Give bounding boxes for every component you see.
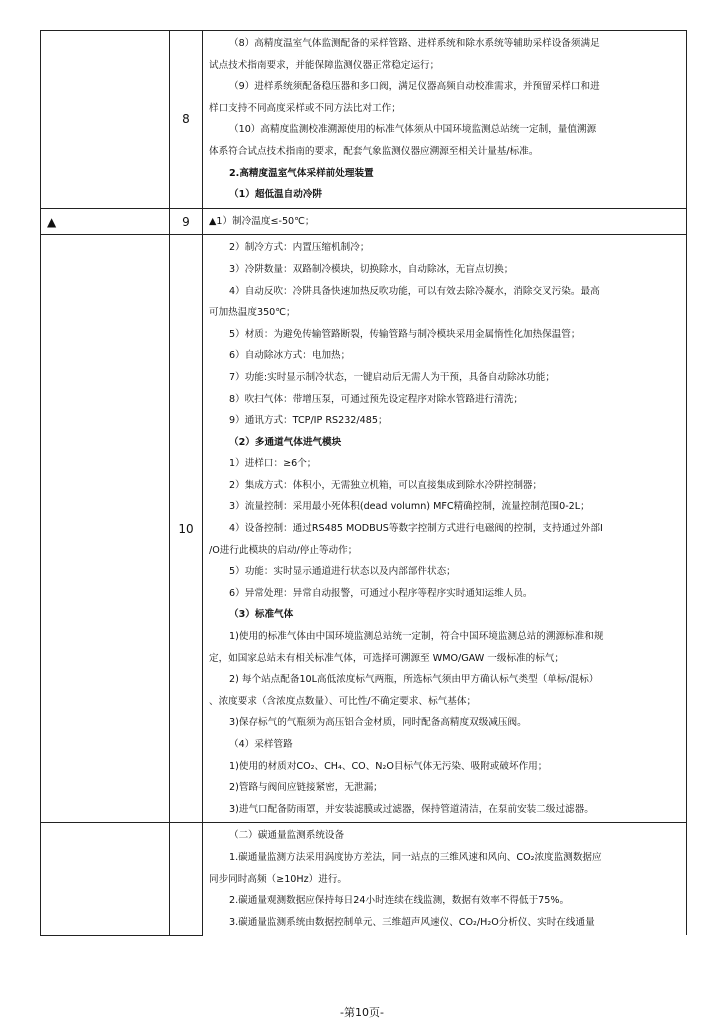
text-line: ▲1）制冷温度≤-50℃；: [209, 215, 315, 227]
item-number: 9: [170, 208, 203, 235]
text-line: /O进行此模块的启动/停止等动作；: [209, 544, 358, 556]
text-line: 3）流量控制：采用最小死体积(dead volumn) MFC精确控制，流量控制范围0-2L；: [229, 501, 590, 513]
item-number: 8: [170, 31, 203, 209]
marker-cell: ▲: [41, 208, 170, 235]
text-line: 3）冷阱数量：双路制冷模块，切换除水，自动除冰，无盲点切换；: [229, 263, 514, 275]
text-line: 2）集成方式：体积小，无需独立机箱，可以直接集成到除水冷阱控制器；: [229, 479, 543, 491]
text-line: 1.碳通量监测方法采用涡度协方差法，同一站点的三维风速和风向、CO₂浓度监测数据应: [229, 851, 602, 863]
text-line: 1）进样口：≥6个；: [229, 458, 317, 470]
text-line: 定，如国家总站未有相关标准气体，可选择可溯源至 WMO/GAW 一级标准的标气；: [209, 652, 565, 664]
requirement-text: [203, 823, 687, 935]
item-number: 10: [170, 235, 203, 823]
text-line: 6）自动除冰方式：电加热；: [229, 350, 351, 362]
page-number: -第10页-: [340, 1006, 384, 1019]
requirement-text: [203, 235, 687, 823]
text-line: 3)保存标气的气瓶须为高压铝合金材质，同时配备高精度双级减压阀。: [229, 717, 527, 729]
text-line: （10）高精度监测校准溯源使用的标准气体须从中国环境监测总站统一定制，量值溯源: [229, 124, 597, 136]
text-line: 样口支持不同高度采样或不同方法比对工作；: [209, 102, 401, 114]
text-line: 7）功能:实时显示制冷状态，一键启动后无需人为干预，具备自动除冰功能；: [229, 371, 555, 383]
marker-cell: [41, 823, 170, 935]
text-line: 4）自动反吹：冷阱具备快速加热反吹功能，可以有效去除冷凝水，消除交叉污染。最高: [229, 285, 600, 297]
text-line: （9）进样系统须配备稳压器和多口阀，满足仪器高频自动校准需求，并预留采样口和进: [229, 81, 600, 93]
subsection-heading: （4）采样管路: [229, 739, 293, 750]
text-line: 8）吹扫气体：带增压泵，可通过预先设定程序对除水管路进行清洗；: [229, 393, 523, 405]
specification-table: [40, 30, 687, 936]
text-line: 试点技术指南要求，并能保障监测仪器正常稳定运行；: [209, 59, 440, 71]
text-line: 、浓度要求（含浓度点数量）、可比性/不确定要求、标气基体；: [209, 695, 477, 707]
requirement-text: [203, 31, 687, 209]
table-row: [41, 235, 687, 823]
text-line: 4）设备控制：通过RS485 MODBUS等数字控制方式进行电磁阀的控制，支持通过外部I: [229, 523, 603, 535]
table-row: [41, 208, 687, 235]
section-heading: （二）碳通量监测系统设备: [229, 830, 345, 842]
text-line: 1)使用的标准气体由中国环境监测总站统一定制，符合中国环境监测总站的溯源标准和规: [229, 631, 604, 643]
text-line: 可加热温度350℃；: [209, 307, 296, 319]
text-line: 3.碳通量监测系统由数据控制单元、三维超声风速仪、CO₂/H₂O分析仪、实时在线通量: [229, 916, 595, 928]
text-line: （8）高精度温室气体监测配备的采样管路、进样系统和除水系统等辅助采样设备须满足: [229, 38, 600, 49]
text-line: 2)管路与阀间应链接紧密，无泄漏；: [229, 782, 383, 794]
text-line: 2）制冷方式：内置压缩机制冷；: [229, 242, 370, 254]
table-row: [41, 31, 687, 209]
section-heading: 2.高精度温室气体采样前处理装置: [229, 167, 374, 179]
text-line: 3)进气口配备防雨罩，并安装滤膜或过滤器，保持管道清洁，在泵前安装二级过滤器。: [229, 803, 594, 815]
text-line: 2.碳通量观测数据应保持每日24小时连续在线监测，数据有效率不得低于75%。: [229, 895, 570, 907]
subsection-heading: （3）标准气体: [229, 609, 294, 621]
text-line: 6）异常处理：异常自动报警，可通过小程序等程序实时通知运维人员。: [229, 587, 533, 599]
text-line: 2) 每个站点配备10L高低浓度标气两瓶，所选标气须由甲方确认标气类型（单标/混标）: [229, 674, 599, 686]
item-number: [170, 823, 203, 935]
table-row: [41, 823, 687, 935]
subsection-heading: （2）多通道气体进气模块: [229, 436, 342, 448]
text-line: 9）通讯方式：TCP/IP RS232/485；: [229, 415, 388, 427]
text-line: 5）材质：为避免传输管路断裂，传输管路与制冷模块采用金属惰性化加热保温管；: [229, 328, 581, 340]
text-line: 5）功能：实时显示通道进行状态以及内部部件状态；: [229, 566, 456, 578]
marker-cell: [41, 31, 170, 209]
text-line: 1)使用的材质对CO₂、CH₄、CO、N₂O目标气体无污染、吸附或破坏作用；: [229, 760, 548, 772]
subsection-heading: （1）超低温自动冷阱: [229, 189, 323, 201]
requirement-text: [203, 208, 687, 235]
text-line: 体系符合试点技术指南的要求，配套气象监测仪器应溯源至相关计量基/标准。: [209, 145, 539, 157]
text-line: 同步同时高频（≥10Hz）进行。: [209, 873, 348, 885]
marker-cell: [41, 235, 170, 823]
